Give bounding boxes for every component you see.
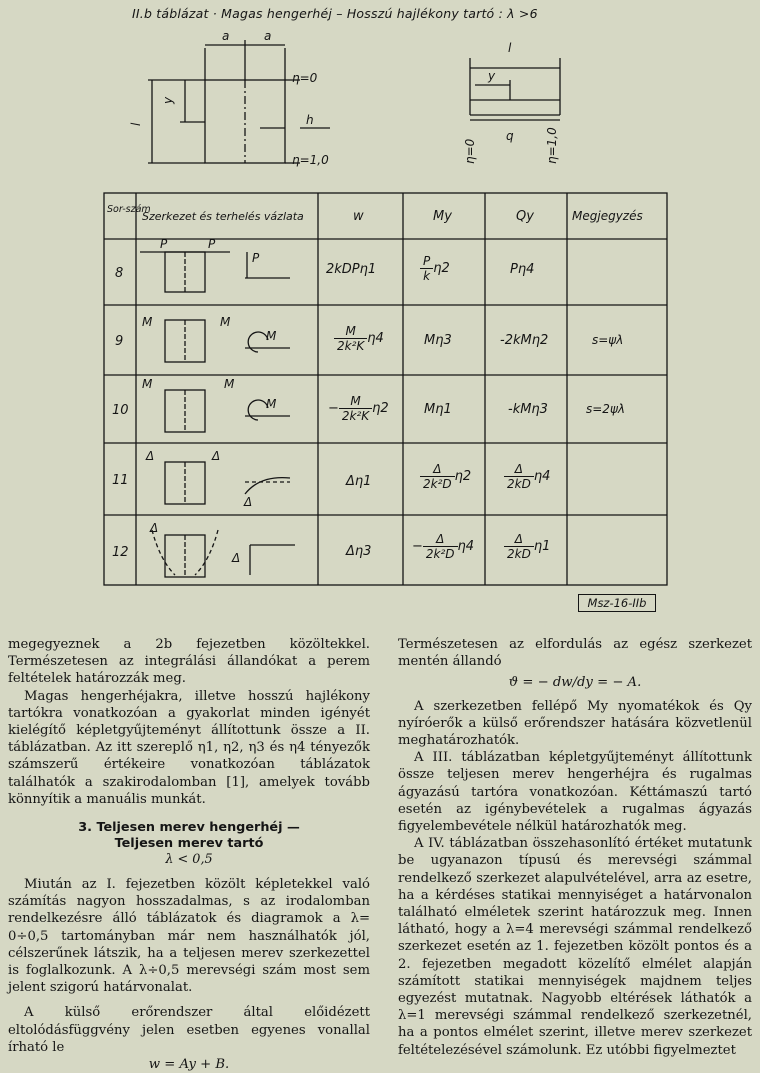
sketch-label-eta0: η=0 [292, 71, 318, 85]
equation: w = Ay + B. [148, 1057, 230, 1073]
header-w: w [353, 209, 364, 224]
cell-w: $\frac{M}{\text{2k²K}}$ η4 [334, 324, 384, 353]
sketch-label-a1: a [222, 29, 230, 43]
paragraph: A IV. táblázatban összehasonlító értéket mutatunk be ugyanazon típusú és merevségi számmal rendelkező szerkezet alapulvételével, arra az esetre, ha a kérdéses statikai mennyiséget a határvonalon található elméletek szerint határozzuk meg. Innen látható, hogy a λ=4 merevségi számmal rendelkező szerkezet esetén az 1. fejezetben közölt pontos és a 2. fejezetben megadott közelítő elmélet alapján számított statikai mennyiségek majdnem teljes egyezést mutatnak. Nagyobb eltérések láthatók a λ=1 merevségi számmal rendelkező szerkezetnél, ha a pontos elmélet szerint, illetve merev szerkezet feltételezésével számolunk. Ez utóbbi figyelmeztet [398, 836, 752, 1058]
paragraph: Miután az I. fejezetben közölt képletekkel való számítás nagyon hosszadalmas, s az irodalomban rendelkezésre álló táblázatok és diagramok a λ= 0÷0,5 tartományban már nem használhatók jól, célszerűnek látszik, ha a teljesen merev szerkezettel is foglalkozunk. A λ÷0,5 merevségi szám most sem jelent szigorú határvonalat. [8, 877, 370, 996]
paragraph: A III. táblázatban képletgyűjteményt állítottunk össze teljesen merev hengerhéjra és rugalmas ágyazású tartóra vonatkozóan. Kéttámaszú tartó esetén az igénybevételek a rugalmas ágyazás figyelembevétele nélkül határozhatók meg. [398, 750, 752, 835]
cell-w: Δη1 [346, 474, 372, 489]
cell-qy: -kMη3 [508, 402, 548, 417]
row-no: 12 [112, 545, 129, 560]
sketch-label-h: h [306, 113, 314, 127]
sketch-load-label: M [142, 315, 153, 329]
sketch-load-label: Δ [244, 495, 253, 509]
row-no: 10 [112, 403, 129, 418]
cell-qy: $\frac{\Delta}{2kD}$ η4 [504, 462, 550, 491]
sketch-load-label: Δ [146, 449, 155, 463]
cell-note: s=ψλ [592, 333, 624, 347]
sketch-load-label: P [160, 237, 168, 251]
sketch-label-eta1: η=1,0 [292, 153, 329, 167]
paragraph: A szerkezetben fellépő My nyomatékok és Qy nyíróerők a külső erőrendszer hatására közvetlenül meghatározhatók. [398, 698, 752, 749]
paragraph: Magas hengerhéjakra, illetve hosszú hajlékony tartókra vonatkozóan a gyakorlat minden igényét kielégítő képletgyűjteményt állítottunk össze a II. táblázatban. Az itt szereplő η1, η2, η3 és η4 tényezők számszerű értékeire vonatkozóan táblázatok találhatók a szakirodalomban [1], amelyek tovább könnyítik a manuális munkát. [8, 688, 370, 807]
cell-my: Mη1 [424, 402, 452, 417]
equation: ϑ = − dw/dy = − A. [508, 675, 642, 691]
right-column [398, 636, 752, 1059]
header-my: My [433, 209, 452, 224]
paragraph: megegyeznek a 2b fejezetben közöltekkel. Természetesen az integrálási állandókat a perem feltételek határozzák meg. [8, 637, 370, 687]
header-sorszam: Sor-szám [107, 204, 151, 215]
cell-my: $\frac{\Delta}{\text{2k²D}}$ η2 [420, 462, 471, 491]
row-no: 9 [115, 334, 124, 349]
sketch-load-label: M [266, 329, 277, 343]
row-no: 8 [115, 266, 124, 281]
cell-qy: -2kMη2 [500, 333, 549, 348]
cell-note: s=2ψλ [586, 402, 625, 416]
sketch-load-label: M [266, 397, 277, 411]
figure-title: II.b táblázat · Magas hengerhéj – Hosszú hajlékony tartó : λ >6 [132, 6, 538, 21]
cell-my: Mη3 [424, 333, 452, 348]
header-qy: Qy [516, 209, 534, 224]
section-subheading: λ < 0,5 [165, 852, 213, 868]
sketch-label-eta1b: η=1,0 [545, 127, 559, 164]
sketch-load-label: M [224, 377, 235, 391]
sketch-label-eta0b: η=0 [463, 138, 477, 164]
sketch-load-label: Δ [232, 551, 241, 565]
sketch-load-label: P [252, 251, 260, 265]
cell-w: − $\frac{M}{\text{2k²K}}$ η2 [328, 394, 389, 423]
table-reference: Msz-16-IIb [578, 594, 656, 612]
section-heading: Teljesen merev tartó [114, 836, 264, 852]
sketch-load-label: P [208, 237, 216, 251]
sketch-label-y2: y [488, 69, 496, 83]
sketch-load-label: M [220, 315, 231, 329]
sketch-load-label: Δ [212, 449, 221, 463]
cell-my: − $\frac{\Delta}{\text{2k²D}}$ η4 [412, 532, 475, 561]
cell-my: $\frac{P}{k}$ η2 [420, 254, 450, 283]
section-heading: 3. Teljesen merev hengerhéj — [78, 820, 300, 836]
cell-qy: $\frac{\Delta}{2kD}$ η1 [504, 532, 550, 561]
cell-w: Δη3 [346, 544, 372, 559]
header-note: Megjegyzés [572, 209, 643, 223]
header-sketch: Szerkezet és terhelés vázlata [142, 210, 304, 223]
left-column [8, 636, 370, 1073]
sketch-label-q: q [506, 129, 514, 143]
sketch-load-label: Δ [150, 521, 159, 535]
row-no: 11 [112, 473, 129, 488]
cell-w: 2kDPη1 [326, 262, 377, 277]
sketch-label-a2: a [264, 29, 272, 43]
paragraph: Természetesen az elfordulás az egész szerkezet mentén állandó [398, 637, 752, 670]
sketch-load-label: M [142, 377, 153, 391]
sketch-label-l: l [129, 122, 143, 126]
cell-qy: Pη4 [510, 262, 535, 277]
paragraph: A külső erőrendszer által előidézett eltolódásfüggvény jelen esetben egyenes vonallal írható le [8, 1005, 370, 1055]
sketch-label-y: y [161, 96, 175, 104]
sketch-label-l2: l [508, 41, 512, 55]
